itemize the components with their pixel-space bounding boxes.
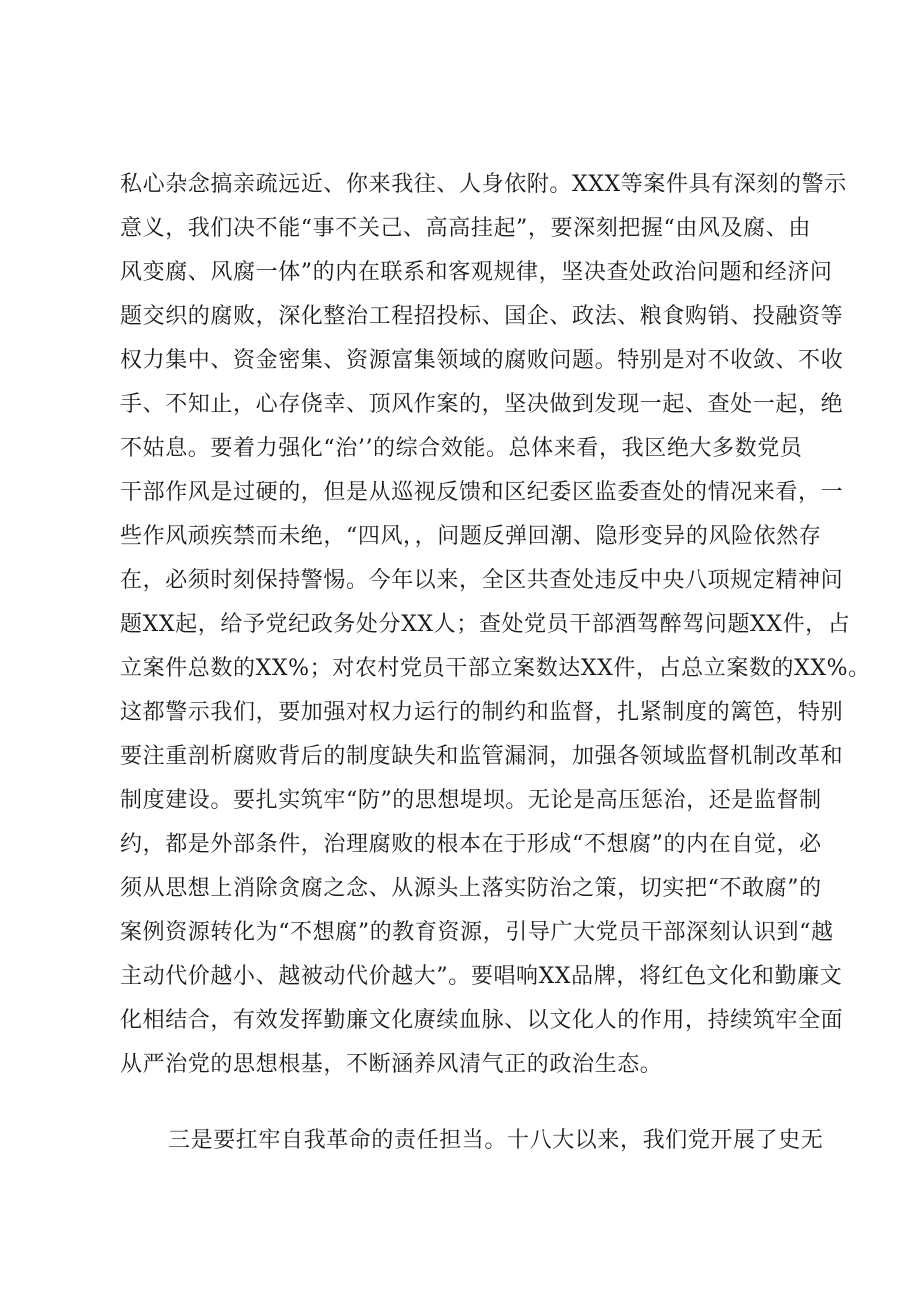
- text-line: 须从思想上消除贪腐之念、从源头上落实防治之策，切实把“不敢腐”的: [120, 876, 822, 901]
- text-line: 题交织的腐败，深化整治工程招投标、国企、政法、粮食购销、投融资等: [120, 304, 844, 329]
- text-line: 立案件总数的XX%；对农村党员干部立案数达XX件，占总立案数的XX%。: [120, 656, 871, 681]
- paragraph-gap: [120, 1087, 810, 1119]
- text-line: 风变腐、风腐一体”的内在联系和客观规律，坚决查处政治问题和经济问: [120, 260, 833, 285]
- text-line: 从严治党的思想根基，不断涵养风清气正的政治生态。: [120, 1052, 663, 1077]
- text-line: 主动代价越小、越被动代价越大”。要唱响XX品牌，将红色文化和勤廉文: [120, 964, 843, 989]
- paragraph-heading-line: 三是要扛牢自我革命的责任担当。十八大以来，我们党开展了史无: [168, 1128, 824, 1153]
- text-line: 约，都是外部条件，治理腐败的根本在于形成“不想腐”的内在自觉，必: [120, 832, 822, 857]
- text-line: 些作风顽疾禁而未绝，“四风，，问题反弹回潮、隐形变异的风险依然存: [120, 524, 822, 549]
- text-line: 这都警示我们，要加强对权力运行的制约和监督，扎紧制度的篱笆，特别: [120, 700, 844, 725]
- text-line: 手、不知止，心存侥幸、顶风作案的，坚决做到发现一起、查处一起，绝: [120, 392, 844, 417]
- text-line: 权力集中、资金密集、资源富集领域的腐败问题。特别是对不收敛、不收: [120, 348, 844, 373]
- text-line: 题XX起，给予党纪政务处分XX人；查处党员干部酒驾醉驾问题XX件，占: [120, 612, 851, 637]
- text-line: 干部作风是过硬的，但是从巡视反馈和区纪委区监委查处的情况来看，一: [120, 480, 844, 505]
- text-line: 化相结合，有效发挥勤廉文化赓续血脉、以文化人的作用，持续筑牢全面: [120, 1008, 844, 1033]
- text-line: 不姑息。要着力强化“治’’的综合效能。总体来看，我区绝大多数党员: [120, 436, 803, 461]
- text-line: 案例资源转化为“不想腐”的教育资源，引导广大党员干部深刻认识到“越: [120, 920, 834, 945]
- text-line: 要注重剖析腐败背后的制度缺失和监管漏洞，加强各领域监督机制改革和: [120, 744, 844, 769]
- text-line: 制度建设。要扎实筑牢“防”的思想堤坝。无论是高压惩治，还是监督制: [120, 788, 822, 813]
- text-line: 意义，我们决不能“事不关己、高高挂起”，要深刻把握“由风及腐、由: [120, 216, 811, 241]
- body-text: [120, 163, 871, 1163]
- text-line: 私心杂念搞亲疏远近、你来我往、人身依附。XXX等案件具有深刻的警示: [120, 172, 847, 197]
- text-line: 在，必须时刻保持警惕。今年以来，全区共查处违反中央八项规定精神问: [120, 568, 844, 593]
